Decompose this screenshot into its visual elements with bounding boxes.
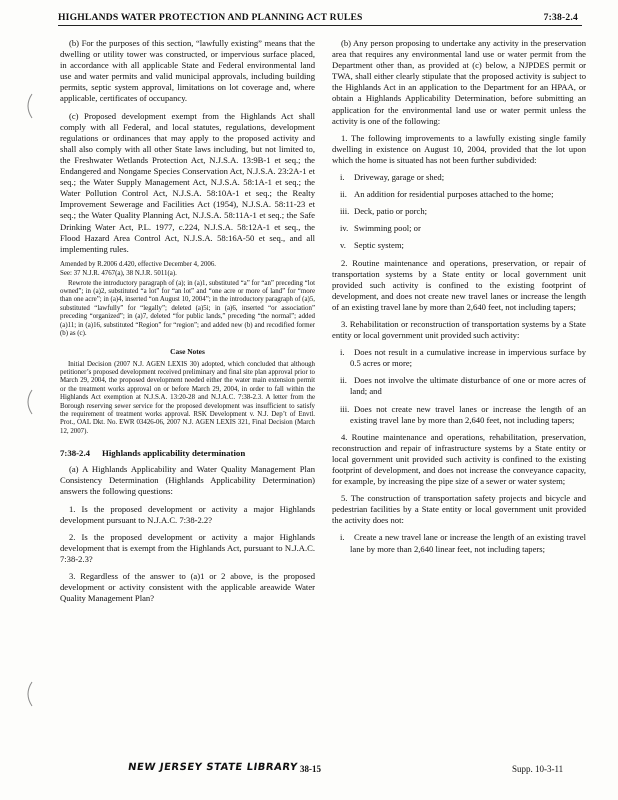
item-2-routine-maintenance: 2. Routine maintenance and operations, preservation, or repair of transportation systems by a State entity or local government unit provided such activity is confined to the existing footprint of development, and does not create new travel lanes or increase the length of an existing travel lane by more than 2,640 feet, not including tapers; [332,257,586,312]
section-number: 7:38-2.4 [60,448,91,459]
question-1: 1. Is the proposed development or activity a major Highlands development pursuant to N.J.A.C. 7:38-2.2? [60,503,315,525]
list-item: v. Septic system; [340,240,404,251]
amendment-note: Amended by R.2006 d.420, effective December 4, 2006. [60,260,217,268]
case-notes-heading: Case Notes [170,347,205,357]
item-5-safety-projects: 5. The construction of transportation safety projects and bicycle and pedestrian facilities by a State entity or local government unit provided the activity does not: [332,493,586,526]
paragraph-c-compliance: (c) Proposed development exempt from the Highlands Act shall comply with all Federal, and local statutes, regulations, development regulations or ordinances that may apply to the proposed activity and shall also comply with all other State laws including, but not limited to, the Freshwater Wetlands Protection Act, N.J.S.A. 13:9B-1 et seq.; the Endangered and Nongame Species Conservation Act, N.J.S.A. 23:2A-1 et seq.; the Water Supply Management Act, N.J.S.A. 58:1A-1 et seq.; the Water Pollution Control Act, N.J.S.A. 58:10A-1 et seq.; the Realty Improvement Sewerage and Facilities Act (1954), N.J.S.A. 58:11-23 et seq.; the Water Quality Planning Act, N.J.S.A. 58:11A-1 et seq.; the Safe Drinking Water Act, P.L. 1977, c.224, N.J.S.A. 58:12A-1 et seq., the Flood Hazard Area Control Act, N.J.S.A. 58:16A-50 et seq., and all implementing rules. [60,110,315,254]
header-section-number: 7:38-2.4 [543,12,578,23]
list-item: i. Does not result in a cumulative increase in impervious surface by 0.5 acres or more; [340,347,586,369]
list-item: i. Create a new travel lane or increase the length of an existing travel lane by more than 2,640 linear feet, not including tapers; [340,532,586,554]
question-3: 3. Regardless of the answer to (a)1 or 2 above, is the proposed development or activity consistent with the applicable areawide Water Quality Management Plan? [60,571,315,604]
paragraph-b-lawfully-existing: (b) For the purposes of this section, “lawfully existing” means that the dwelling or utility tower was constructed, or impervious surface placed, in accordance with all applicable State and Federal environmental land use and water permits and valid municipal approvals, including building permits, septic system approval, limitations on lot coverage and, where applicable, certificates of occupancy. [60,38,315,104]
see-citation: See: 37 N.J.R. 4767(a), 38 N.J.R. 5011(a). [60,270,177,278]
library-stamp: NEW JERSEY STATE LIBRARY [127,762,299,773]
item-3-sublist [332,347,586,426]
section-heading [60,448,315,459]
section-title: Highlands applicability determination [102,448,246,459]
item-3-rehabilitation: 3. Rehabilitation or reconstruction of transportation systems by a State entity or local government unit provided such activity: [332,318,586,341]
page-number: 38-15 [300,764,321,774]
supplement-date: Supp. 10-3-11 [512,764,564,774]
right-column [332,38,586,561]
item-5-sublist [332,532,586,554]
left-column [60,38,315,610]
list-item: iii. Deck, patio or porch; [340,206,428,217]
running-header [58,12,578,23]
item-1-single-family: 1. The following improvements to a lawfully existing single family dwelling in existence on August 10, 2004, provided that the lot upon which the home is situated has not been further subdivided: [332,132,586,165]
item-4-infrastructure: 4. Routine maintenance and operations, rehabilitation, preservation, reconstruction and repair of infrastructure systems by a State entity or local government unit provided such activity is confined to the existing footprint of development, and does not increase the conveyance capacity, for example, by increasing the pipe size of a sewer or water system; [332,431,586,487]
list-item: iii. Does not create new travel lanes or increase the length of an existing travel lane by more than 2,640 feet, not including tapers; [340,403,586,425]
binding-mark-icon [22,92,34,120]
binding-mark-icon [22,388,34,416]
question-2: 2. Is the proposed development or activity a major Highlands development that is exempt from the Highlands Act, pursuant to N.J.A.C. 7:38-2.3? [60,531,315,564]
list-item: ii. An addition for residential purposes attached to the home; [340,189,554,200]
item-1-sublist [332,172,586,251]
binding-mark-icon [22,680,34,708]
paragraph-b-preservation-area: (b) Any person proposing to undertake any activity in the preservation area that requires any environmental land use or water permit from the Department other than, as provided at (c) below, a NJPDES permit or TWA, shall either clearly stipulate that the proposed activity is subject to the Highlands Act in an application to the Department for an HPAA, or obtain a Highlands Applicability Determination, before submitting an application for the environmental land use or water permit unless the activity is one of the following: [332,38,586,126]
list-item: i. Driveway, garage or shed; [340,172,445,183]
list-item: ii. Does not involve the ultimate disturbance of one or more acres of land; and [340,375,586,397]
header-rule [58,25,582,26]
paragraph-a-determination: (a) A Highlands Applicability and Water Quality Management Plan Consistency Determination (Highlands Applicability Determination) answers the following questions: [60,464,315,497]
header-title: HIGHLANDS WATER PROTECTION AND PLANNING ACT RULES [58,12,363,23]
rewrote-note: Rewrote the introductory paragraph of (a); in (a)1, substituted “a” for “an” preceding “lot owned”; in (a)2, substituted “a lot” for “an lot” and “one acre or more of land” for “more than one acre”; in (a)4, inserted “on August 10, 2004”; in the introductory paragraph of (a)5, substituted “lawfully” for “legally”; deleted (a)5i; in (a)6, inserted “or association” preceding “organized”; in (a)7, deleted “for public lands,” preceding “the normal”; added (a)11; in (a)16, substituted “Region” for “region”; and added new (b) and recodified former (b) as (c). [60,279,315,338]
list-item: iv. Swimming pool; or [340,223,421,234]
case-notes-text: Initial Decision (2007 N.J. AGEN LEXIS 30) adopted, which concluded that although petitioner’s proposed development received preliminary and final site plan approval prior to March 29, 2004, the proposed development needed either the water main extension permit or the treatment works approval on or before March 29, 2004, in order to fall within the Highlands Act exemption at N.J.S.A. 13:20-28 and N.J.A.C. 7:38-2.3. A letter from the Borough reserving sewer service for the proposed development was insufficient to satisfy the requirement of treatment works approval. RSK Development v. N.J. Dep’t of Envtl. Prot., OAL Dkt. No. EWR 03426-06, 2007 N.J. AGEN LEXIS 321, Final Decision (March 12, 2007). [60,360,315,435]
